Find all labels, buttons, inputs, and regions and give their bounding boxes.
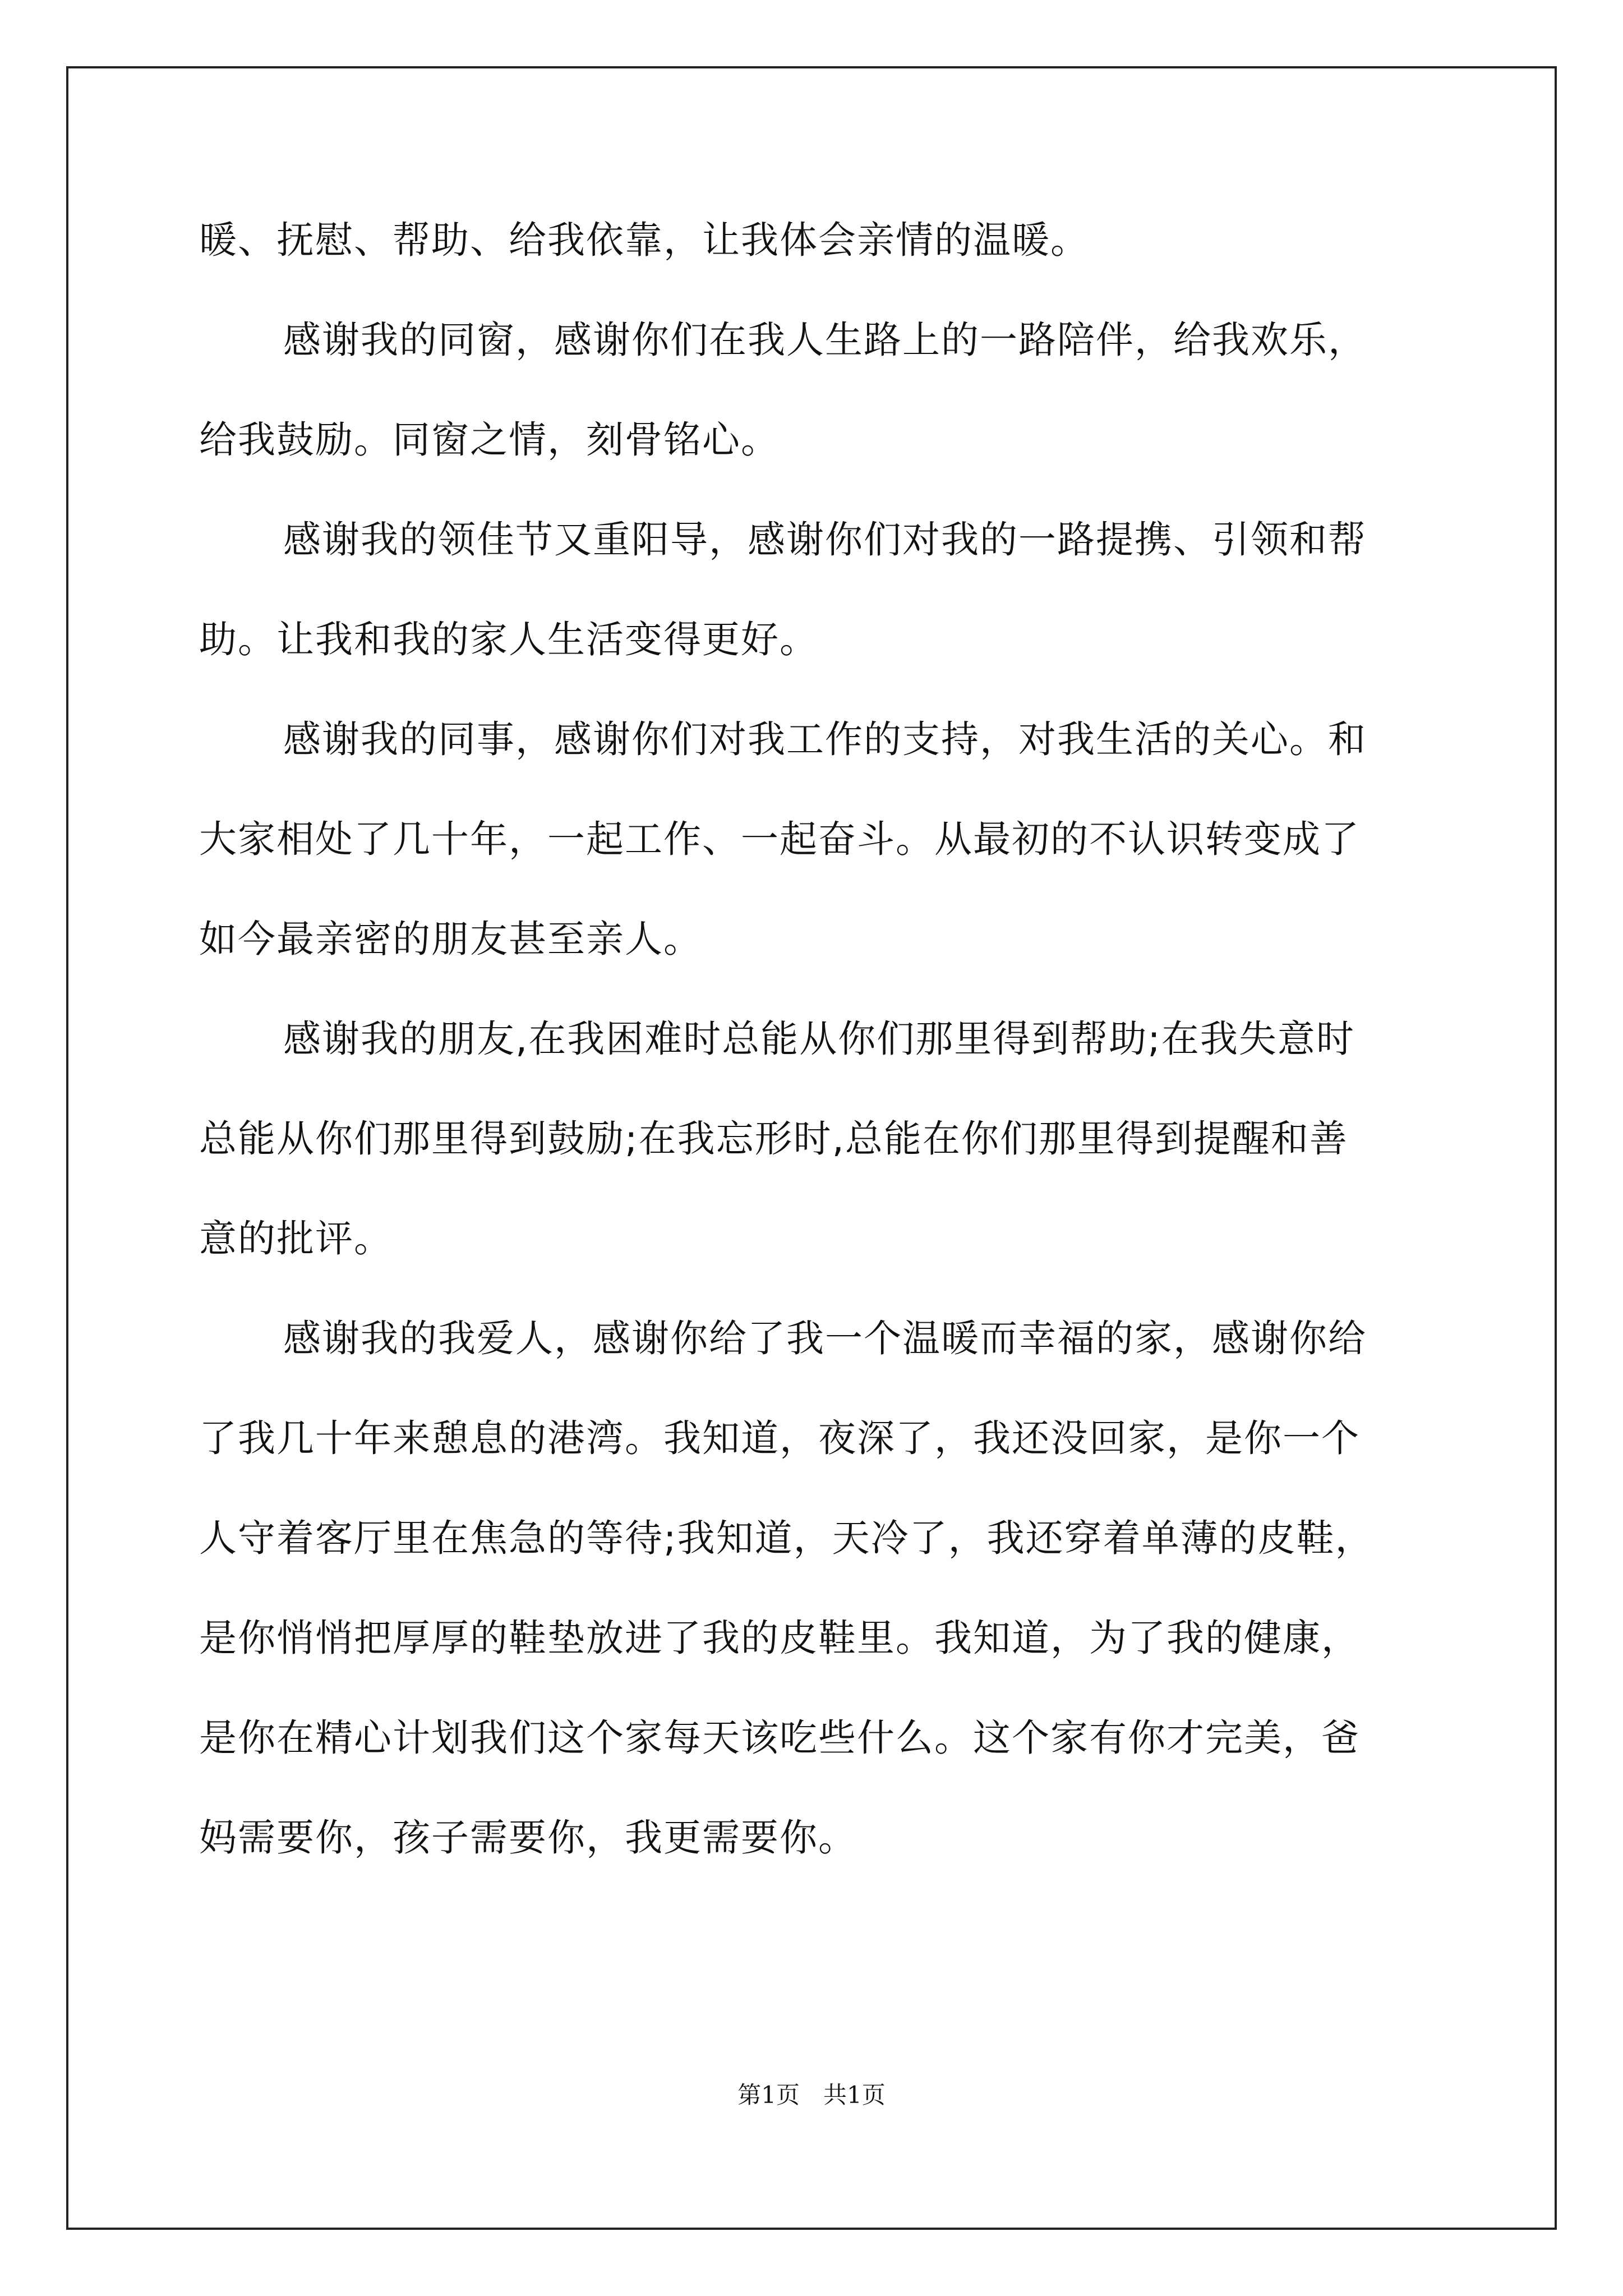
text-line: 总能从你们那里得到鼓励;在我忘形时,总能在你们那里得到提醒和善 bbox=[199, 1117, 1348, 1161]
text-line: 大家相处了几十年，一起工作、一起奋斗。从最初的不认识转变成了 bbox=[199, 817, 1360, 861]
paragraph-start-line: 感谢我的我爱人，感谢你给了我一个温暖而幸福的家，感谢你给 bbox=[283, 1317, 1367, 1360]
text-line: 是你在精心计划我们这个家每天该吃些什么。这个家有你才完美，爸 bbox=[199, 1716, 1360, 1760]
text-line: 是你悄悄把厚厚的鞋垫放进了我的皮鞋里。我知道，为了我的健康， bbox=[199, 1616, 1360, 1660]
paragraph-start-line: 感谢我的同事，感谢你们对我工作的支持，对我生活的关心。和 bbox=[283, 717, 1367, 761]
text-line: 妈需要你，孩子需要你，我更需要你。 bbox=[199, 1816, 857, 1860]
text-line: 助。让我和我的家人生活变得更好。 bbox=[199, 618, 818, 661]
text-line: 意的批评。 bbox=[199, 1217, 393, 1260]
text-line: 人守着客厅里在焦急的等待;我知道，天冷了，我还穿着单薄的皮鞋， bbox=[199, 1516, 1374, 1560]
text-line: 如今最亲密的朋友甚至亲人。 bbox=[199, 917, 702, 961]
page-number-footer: 第1页 共1页 bbox=[737, 2081, 886, 2109]
text-line: 暖、抚慰、帮助、给我依靠，让我体会亲情的温暖。 bbox=[199, 218, 1089, 262]
paragraph-start-line: 感谢我的朋友,在我困难时总能从你们那里得到帮助;在我失意时 bbox=[283, 1017, 1355, 1061]
paragraph-start-line: 感谢我的领佳节又重阳导，感谢你们对我的一路提携、引领和帮 bbox=[283, 518, 1367, 562]
paragraph-start-line: 感谢我的同窗，感谢你们在我人生路上的一路陪伴，给我欢乐， bbox=[283, 318, 1367, 362]
text-line: 给我鼓励。同窗之情，刻骨铭心。 bbox=[199, 418, 780, 462]
text-line: 了我几十年来憩息的港湾。我知道，夜深了，我还没回家，是你一个 bbox=[199, 1416, 1360, 1460]
